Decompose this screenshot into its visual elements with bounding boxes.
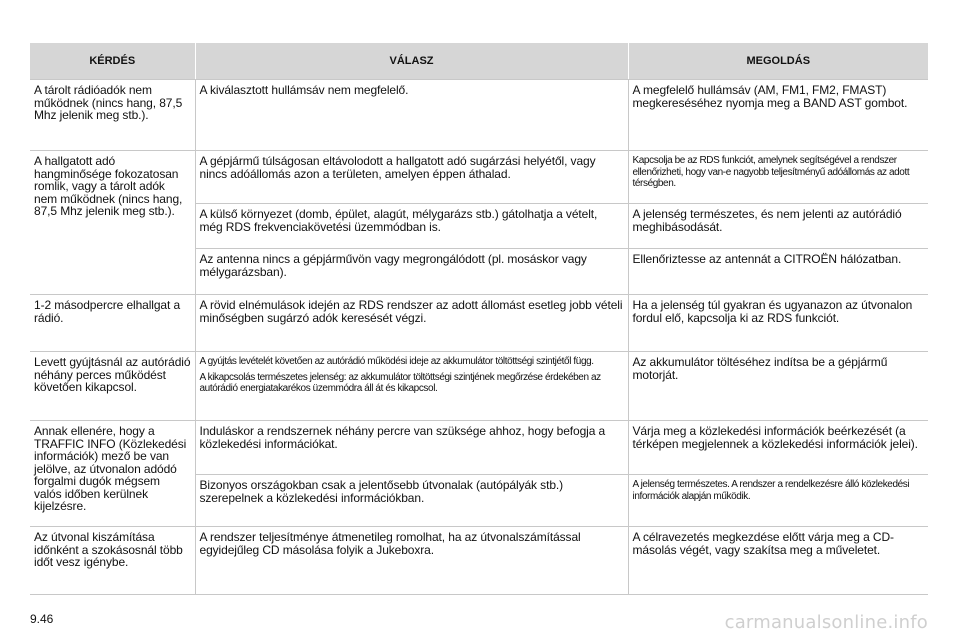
- table-row: [30, 352, 928, 421]
- header-question: KÉRDÉS: [30, 43, 195, 80]
- question-cell: 1-2 másodpercre elhallgat a rádió.: [30, 295, 195, 352]
- question-cell: Levett gyújtásnál az autórádió néhány perces működést követően kikapcsol.: [30, 352, 195, 421]
- table-row: [30, 151, 928, 204]
- solution-cell: A célravezetés megkezdése előtt várja meg a CD-másolás végét, vagy szakítsa meg a műveletet.: [628, 527, 928, 595]
- answer-cell: A gépjármű túlságosan eltávolodott a hallgatott adó sugárzási helyétől, vagy nincs adóállomás azon a területen, amelyen éppen áthalad.: [195, 151, 628, 204]
- answer-cell: A kiválasztott hullámsáv nem megfelelő.: [195, 80, 628, 151]
- header-answer: VÁLASZ: [195, 43, 628, 80]
- answer-cell: A rövid elnémulások idején az RDS rendszer az adott állomást esetleg jobb vételi minőségben sugárzó adók keresését végzi.: [195, 295, 628, 352]
- answer-paragraph: A gyújtás levételét követően az autórádió működési ideje az akkumulátor töltöttségi szintjétől függ.: [199, 356, 594, 367]
- table-row: [30, 295, 928, 352]
- faq-sheet: [30, 43, 928, 595]
- answer-cell: Az antenna nincs a gépjárművön vagy megrongálódott (pl. mosáskor vagy mélygarázsban).: [195, 249, 628, 295]
- question-cell: Annak ellenére, hogy a TRAFFIC INFO (Közlekedési információk) mező be van jelölve, az útvonalon adódó forgalmi dugók mégsem valós időben kerülnek kijelzésre.: [30, 421, 195, 527]
- troubleshooting-table: [30, 43, 928, 595]
- solution-cell: Ha a jelenség túl gyakran és ugyanazon az útvonalon fordul elő, kapcsolja ki az RDS funkciót.: [628, 295, 928, 352]
- question-cell: A tárolt rádióadók nem működnek (nincs hang, 87,5 Mhz jelenik meg stb.).: [30, 80, 195, 151]
- answer-cell: A rendszer teljesítménye átmenetileg romolhat, ha az útvonalszámítással egyidejűleg CD másolása folyik a Jukeboxra.: [195, 527, 628, 595]
- solution-cell: A jelenség természetes. A rendszer a rendelkezésre álló közlekedési információk alapján működik.: [628, 475, 928, 527]
- table-row: [30, 421, 928, 475]
- question-cell: A hallgatott adó hangminősége fokozatosan romlik, vagy a tárolt adók nem működnek (nincs hang, 87,5 Mhz jelenik meg stb.).: [30, 151, 195, 295]
- solution-cell: A megfelelő hullámsáv (AM, FM1, FM2, FMAST) megkereséséhez nyomja meg a BAND AST gombot.: [628, 80, 928, 151]
- answer-cell: [195, 352, 628, 421]
- page-number: 9.46: [30, 612, 54, 626]
- solution-cell: Ellenőriztesse az antennát a CITROËN hálózatban.: [628, 249, 928, 295]
- solution-cell: Várja meg a közlekedési információk beérkezését (a térképen megjelennek a közlekedési információk jelei).: [628, 421, 928, 475]
- question-cell: Az útvonal kiszámítása időnként a szokásosnál több időt vesz igénybe.: [30, 527, 195, 595]
- solution-cell: A jelenség természetes, és nem jelenti az autórádió meghibásodását.: [628, 204, 928, 249]
- answer-cell: Induláskor a rendszernek néhány percre van szüksége ahhoz, hogy befogja a közlekedési információkat.: [195, 421, 628, 475]
- answer-cell: Bizonyos országokban csak a jelentősebb útvonalak (autópályák stb.) szerepelnek a közlekedési információkban.: [195, 475, 628, 527]
- header-solution: MEGOLDÁS: [628, 43, 928, 80]
- solution-cell: Kapcsolja be az RDS funkciót, amelynek segítségével a rendszer ellenőrizheti, hogy van-e nagyobb teljesítményű adóállomás az adott térségben.: [628, 151, 928, 204]
- solution-cell: Az akkumulátor töltéséhez indítsa be a gépjármű motorját.: [628, 352, 928, 421]
- header-row: [30, 43, 928, 80]
- answer-paragraph: A kikapcsolás természetes jelenség: az akkumulátor töltöttségi szintjének megőrzése érdekében az autórádió energiatakarékos üzemmódra áll át és kikapcsol.: [199, 371, 601, 394]
- watermark: carmanualsonline.info: [724, 612, 928, 633]
- table-row: [30, 527, 928, 595]
- answer-cell: A külső környezet (domb, épület, alagút, mélygarázs stb.) gátolhatja a vételt, még RDS frekvenciakövetési üzemmódban is.: [195, 204, 628, 249]
- table-row: [30, 80, 928, 151]
